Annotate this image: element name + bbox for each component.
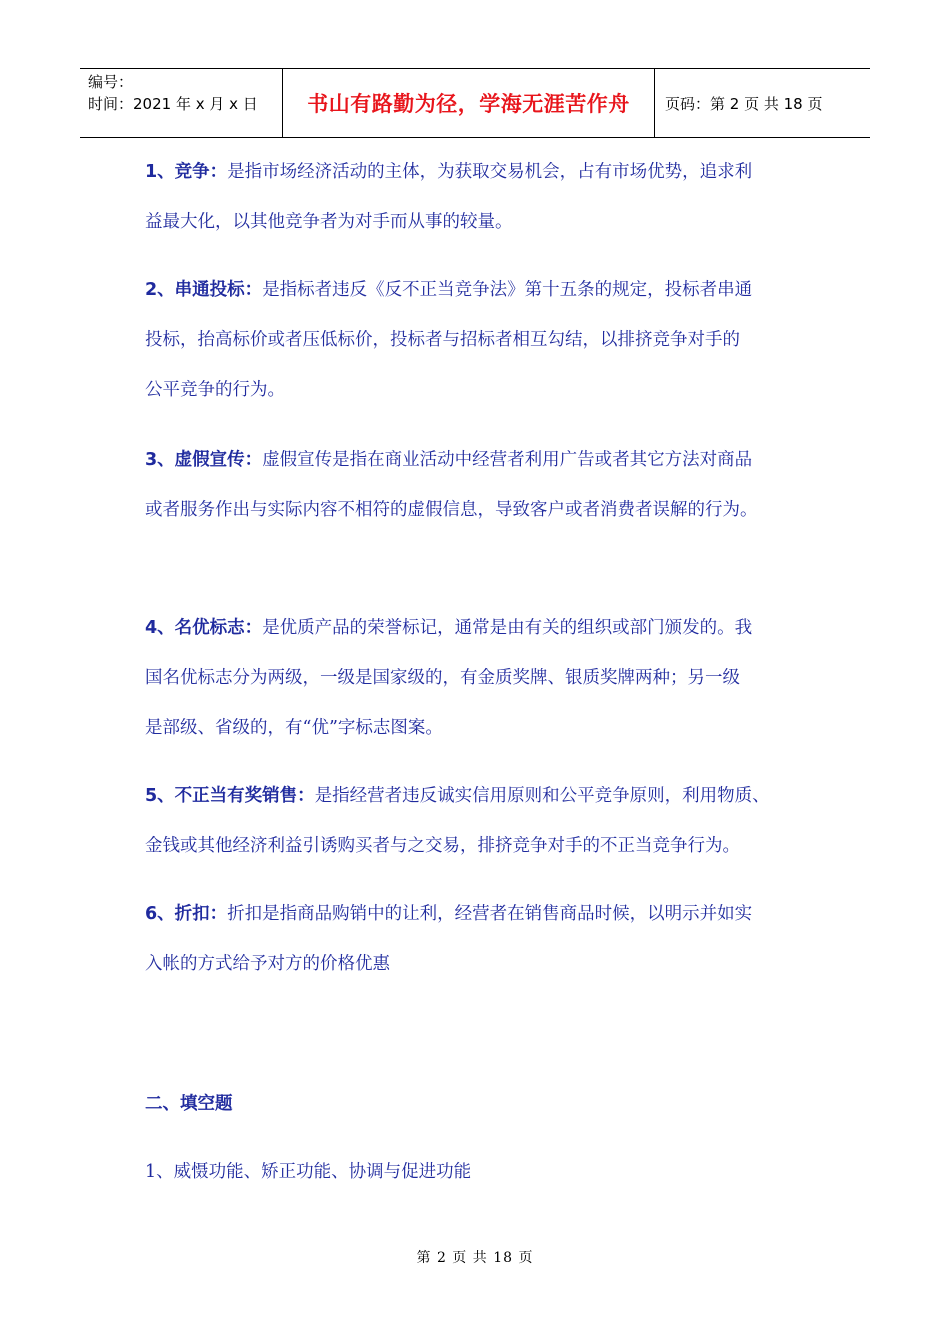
page-header bbox=[80, 68, 870, 138]
definition-term: 1、竞争： bbox=[145, 162, 228, 182]
header-page-info: 页码：第 2 页 共 18 页 bbox=[665, 94, 823, 113]
definition-text: 是指经营者违反诚实信用原则和公平竞争原则，利用物质、 bbox=[314, 786, 770, 806]
answer-item: 1、威慑功能、矫正功能、协调与促进功能 bbox=[145, 1162, 472, 1182]
definition-text: 公平竞争的行为。 bbox=[145, 380, 285, 400]
header-meta bbox=[80, 69, 282, 137]
definition-text: 或者服务作出与实际内容不相符的虚假信息，导致客户或者消费者误解的行为。 bbox=[145, 500, 758, 520]
definition-text: 是部级、省级的，有“优”字标志图案。 bbox=[145, 718, 443, 738]
definition-term: 4、名优标志： bbox=[145, 618, 263, 638]
header-page-info-cell bbox=[655, 69, 870, 137]
header-motto-cell bbox=[282, 69, 655, 137]
document-time-label: 时间：2021 年 x 月 x 日 bbox=[88, 95, 258, 113]
definition-text: 金钱或其他经济利益引诱购买者与之交易，排挤竞争对手的不正当竞争行为。 bbox=[145, 836, 740, 856]
definition-text: 投标，抬高标价或者压低标价，投标者与招标者相互勾结，以排挤竞争对手的 bbox=[145, 330, 740, 350]
definition-text: 折扣是指商品购销中的让利，经营者在销售商品时候，以明示并如实 bbox=[227, 904, 753, 924]
definition-text: 是指标者违反《反不正当竞争法》第十五条的规定，投标者串通 bbox=[262, 280, 753, 300]
document-number-label: 编号： bbox=[88, 73, 134, 91]
page-footer: 第 2 页 共 18 页 bbox=[416, 1250, 534, 1266]
definition-text: 虚假宣传是指在商业活动中经营者利用广告或者其它方法对商品 bbox=[262, 450, 753, 470]
definition-text: 益最大化，以其他竞争者为对手而从事的较量。 bbox=[145, 212, 513, 232]
definition-term: 6、折扣： bbox=[145, 904, 228, 924]
definition-term: 2、串通投标： bbox=[145, 280, 263, 300]
definition-text: 入帐的方式给予对方的价格优惠 bbox=[145, 954, 390, 974]
section-title: 二、填空题 bbox=[145, 1094, 233, 1114]
definition-term: 5、不正当有奖销售： bbox=[145, 786, 315, 806]
definition-term: 3、虚假宣传： bbox=[145, 450, 263, 470]
definition-text: 是优质产品的荣誉标记，通常是由有关的组织或部门颁发的。我 bbox=[262, 618, 753, 638]
definition-text: 是指市场经济活动的主体，为获取交易机会，占有市场优势，追求利 bbox=[227, 162, 753, 182]
header-motto: 书山有路勤为径，学海无涯苦作舟 bbox=[307, 92, 630, 116]
definition-text: 国名优标志分为两级，一级是国家级的，有金质奖牌、银质奖牌两种；另一级 bbox=[145, 668, 740, 688]
